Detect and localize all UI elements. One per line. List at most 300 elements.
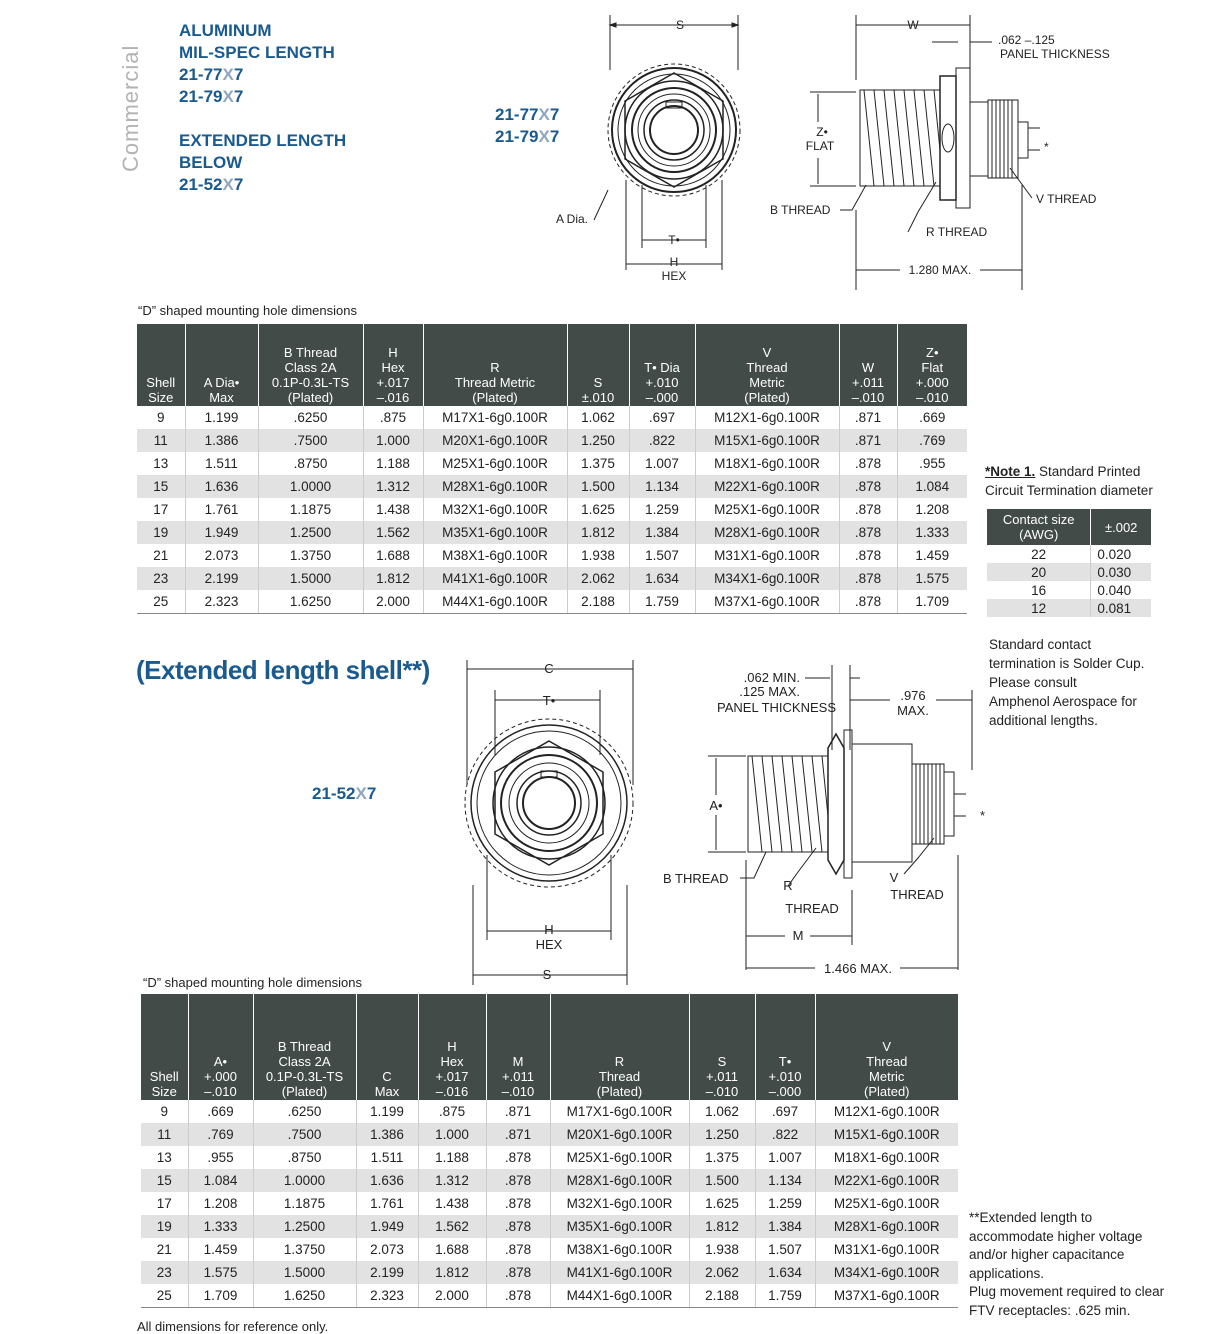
column-header-line: Class 2A (284, 360, 337, 375)
column-header-line: A Dia• (203, 375, 240, 390)
table-cell: M34X1-6g0.100R (695, 567, 839, 590)
drawing1-front-view (548, 10, 748, 290)
column-header-line: W (861, 360, 875, 375)
column-header (137, 324, 185, 406)
column-header-line: V (882, 1039, 892, 1054)
panel-thickness-value: .062 –.125 (998, 33, 1055, 47)
table-cell: 2.000 (363, 590, 423, 614)
table-cell: 25 (137, 590, 185, 614)
table-cell: .955 (188, 1146, 253, 1169)
table-cell: .7500 (258, 429, 363, 452)
column-header-line: +.011 (502, 1069, 534, 1084)
column-header (897, 324, 967, 406)
table-cell: 1.134 (629, 475, 695, 498)
table-cell: M18X1-6g0.100R (833, 1150, 940, 1165)
table-cell: .875 (363, 406, 423, 429)
table-cell: M25X1-6g0.100R (550, 1146, 689, 1169)
table-cell: .878 (486, 1215, 550, 1238)
column-header-line: V (762, 345, 772, 360)
table-cell: 23 (137, 567, 185, 590)
table-cell: 19 (141, 1215, 188, 1238)
extended-shell-title: (Extended length shell**) (136, 655, 430, 685)
dim-hex-label: HEX (661, 269, 687, 283)
contact-table-header (1091, 509, 1151, 545)
table-cell: 1.0000 (253, 1169, 356, 1192)
table-cell: .6250 (258, 406, 363, 429)
table-cell: .871 (839, 429, 897, 452)
product-header (179, 20, 346, 196)
table-cell: M31X1-6g0.100R (695, 544, 839, 567)
extended-length-note (969, 1209, 1164, 1320)
contact-table-row (987, 563, 1151, 581)
table-cell: 1.761 (185, 498, 258, 521)
table-cell: 1.259 (629, 498, 695, 521)
table-cell: M32X1-6g0.100R (550, 1192, 689, 1215)
table-cell: M18X1-6g0.100R (695, 452, 839, 475)
table-row (137, 452, 967, 475)
table-row (137, 544, 967, 567)
table-cell: 1.761 (356, 1192, 418, 1215)
panel-thickness-label: PANEL THICKNESS (1000, 47, 1110, 61)
table-row (137, 521, 967, 544)
table-cell: .697 (629, 406, 695, 429)
table-cell: 1.0000 (258, 475, 363, 498)
table-cell: .769 (188, 1123, 253, 1146)
dim-s-label: S (542, 967, 552, 982)
table-cell: .878 (486, 1284, 550, 1308)
column-header-line: –.010 (501, 1084, 535, 1099)
table-cell: .878 (486, 1238, 550, 1261)
table-cell: 1.812 (418, 1261, 486, 1284)
column-header-line: Thread (598, 1069, 641, 1084)
table-cell: .955 (919, 456, 946, 471)
table-cell: .878 (839, 544, 897, 567)
dim-a-dia-label: A Dia. (556, 212, 589, 226)
column-header-line: M (512, 1054, 524, 1069)
header-line-extended: EXTENDED LENGTH (179, 131, 347, 150)
drawing1-side-view (760, 10, 1140, 295)
table-cell: 1.511 (185, 452, 258, 475)
table-cell: M12X1-6g0.100R (695, 406, 839, 429)
table-cell: 1.208 (188, 1192, 253, 1215)
table-cell: 2.199 (185, 567, 258, 590)
note1-title: *Note 1. Standard Printed (985, 464, 1141, 479)
column-header-line: C (382, 1069, 392, 1084)
contact-termination-note (989, 635, 1144, 730)
column-header-line: Shell (146, 375, 176, 390)
column-header-line: –.010 (705, 1084, 739, 1099)
column-header-line: +.010 (645, 375, 679, 390)
table-cell: 1.188 (363, 452, 423, 475)
column-header-line: Hex (381, 360, 405, 375)
dim-s-label: S (675, 18, 685, 32)
column-header-line: –.016 (435, 1084, 469, 1099)
column-header-line: +.010 (768, 1069, 802, 1084)
table-cell: 1.6250 (253, 1284, 356, 1308)
drawing2-front-view (455, 655, 655, 985)
extended-note-line: applications. (969, 1265, 1045, 1281)
table-cell: 1.759 (629, 590, 695, 614)
table-row (137, 475, 967, 498)
header-line-below: BELOW (179, 153, 243, 172)
column-header-line: –.000 (645, 390, 679, 405)
table-cell: 1.6250 (258, 590, 363, 614)
column-header (188, 994, 253, 1100)
table-cell: .878 (486, 1146, 550, 1169)
column-header-line: Metric (749, 375, 785, 390)
table1-caption: “D” shaped mounting hole dimensions (138, 303, 357, 318)
table-cell: 17 (137, 498, 185, 521)
column-header-line: R (614, 1054, 625, 1069)
table-row (141, 1192, 958, 1215)
table-cell: 1.688 (363, 544, 423, 567)
table-cell: 2.073 (185, 544, 258, 567)
table-cell: 23 (141, 1261, 188, 1284)
table-cell: 1.5000 (253, 1261, 356, 1284)
table-cell: 1.084 (188, 1169, 253, 1192)
column-header (486, 994, 550, 1100)
table-cell: 15 (141, 1169, 188, 1192)
table-cell: 1.636 (185, 475, 258, 498)
column-header-line: Max (374, 1084, 400, 1099)
dim-976-max: MAX. (897, 703, 929, 718)
table-cell: M38X1-6g0.100R (423, 544, 567, 567)
panel-thickness-min: .062 MIN. (743, 670, 800, 685)
column-header (185, 324, 258, 406)
column-header-line: H (388, 345, 398, 360)
drawing1-part-2177x7: 21-77X7 (495, 105, 560, 124)
column-header-line: +.011 (852, 375, 884, 390)
table-cell: 1.575 (897, 567, 967, 590)
table-cell: 1.459 (915, 548, 950, 563)
table-cell: 1.1875 (258, 498, 363, 521)
table-cell: M17X1-6g0.100R (423, 406, 567, 429)
column-header-line: +.000 (915, 375, 949, 390)
table-cell: 1.575 (188, 1261, 253, 1284)
table-cell: 1.333 (188, 1215, 253, 1238)
contact-table-header-line: Contact size (1002, 512, 1075, 527)
dim-t-label: T• (542, 693, 556, 708)
table-cell: 15 (137, 475, 185, 498)
table-cell: 1.949 (356, 1215, 418, 1238)
table-cell: 1.000 (418, 1123, 486, 1146)
table-cell: .871 (486, 1100, 550, 1123)
table-cell: .878 (486, 1261, 550, 1284)
table-cell: 1.2500 (258, 521, 363, 544)
table-cell: M20X1-6g0.100R (550, 1123, 689, 1146)
contact-table-cell: 0.040 (1097, 582, 1132, 598)
table-cell: 2.062 (689, 1261, 755, 1284)
table-row (137, 590, 967, 614)
table-cell: M12X1-6g0.100R (833, 1104, 940, 1119)
table-cell: 2.188 (567, 590, 629, 614)
dim-w-label: W (907, 18, 919, 32)
v-thread-label: V THREAD (1036, 192, 1097, 206)
column-header (363, 324, 423, 406)
drawing1-part-2179x7: 21-79X7 (495, 127, 560, 146)
table-cell: M28X1-6g0.100R (550, 1169, 689, 1192)
table-row (141, 1284, 958, 1308)
table-cell: 1.199 (185, 406, 258, 429)
table-cell: M38X1-6g0.100R (550, 1238, 689, 1261)
extended-note-line: accommodate higher voltage (969, 1228, 1143, 1244)
dim-m-label: M (792, 928, 804, 943)
table-row (137, 406, 967, 429)
table-cell: 2.188 (689, 1284, 755, 1308)
table-cell: 1.084 (897, 475, 967, 498)
table-row (141, 1261, 958, 1284)
table-cell: 1.459 (188, 1238, 253, 1261)
table-cell: .822 (755, 1123, 815, 1146)
table-cell: 1.709 (188, 1284, 253, 1308)
dim-overall-max-label: 1.466 MAX. (824, 961, 892, 976)
contact-table-row (987, 545, 1151, 563)
b-thread-label: B THREAD (770, 203, 831, 217)
column-header-line: T• Dia (644, 360, 680, 375)
table-cell: 2.073 (356, 1238, 418, 1261)
column-header-line: H (447, 1039, 457, 1054)
table-cell: 1.3750 (253, 1238, 356, 1261)
table-cell: 1.438 (363, 498, 423, 521)
table-cell: 1.250 (567, 429, 629, 452)
table-cell: 1.375 (689, 1146, 755, 1169)
table-cell: M15X1-6g0.100R (815, 1123, 958, 1146)
table-cell: M41X1-6g0.100R (423, 567, 567, 590)
column-header-line: B Thread (277, 1039, 332, 1054)
table-cell: 2.323 (356, 1284, 418, 1308)
note-asterisk: * (1044, 140, 1049, 154)
table-cell: M28X1-6g0.100R (815, 1215, 958, 1238)
table-cell: M17X1-6g0.100R (550, 1100, 689, 1123)
contact-table-cell: 12 (987, 599, 1091, 617)
table-cell: .871 (839, 406, 897, 429)
column-header-line: Z• (926, 345, 939, 360)
column-header (253, 994, 356, 1100)
table-row (137, 429, 967, 452)
b-thread-label: B THREAD (663, 871, 729, 886)
table-cell: .8750 (253, 1146, 356, 1169)
panel-thickness-max: .125 MAX. (739, 684, 800, 699)
column-header-line: Flat (921, 360, 944, 375)
table-cell: 1.1875 (253, 1192, 356, 1215)
header-line-aluminum: ALUMINUM (179, 21, 272, 40)
table-cell: .769 (897, 429, 967, 452)
column-header-line: 0.1P-0.3L-TS (265, 1069, 344, 1084)
column-header (755, 994, 815, 1100)
column-header (839, 324, 897, 406)
table-cell: 1.562 (418, 1215, 486, 1238)
table-cell: M34X1-6g0.100R (815, 1261, 958, 1284)
contact-table-cell: 20 (987, 563, 1091, 581)
column-header-line: Size (151, 1084, 177, 1099)
dim-976-value: .976 (900, 688, 926, 703)
table-cell: M25X1-6g0.100R (695, 498, 839, 521)
table-cell: .7500 (253, 1123, 356, 1146)
table-cell: .875 (418, 1100, 486, 1123)
note1-subtitle: Circuit Termination diameter (985, 483, 1153, 498)
panel-thickness-label: PANEL THICKNESS (717, 700, 836, 715)
table-cell: 1.259 (755, 1192, 815, 1215)
column-header-line: +.011 (706, 1069, 738, 1084)
contact-table-cell: 0.081 (1091, 599, 1151, 617)
contact-table-header (987, 509, 1091, 545)
dim-z-label: Z• (816, 125, 828, 139)
column-header (550, 994, 689, 1100)
column-header-line: S (717, 1054, 727, 1069)
header-part-2179x7: 21-79X7 (179, 87, 244, 106)
table-cell: .871 (486, 1123, 550, 1146)
table-cell: M28X1-6g0.100R (423, 475, 567, 498)
table-cell: .878 (839, 452, 897, 475)
table-cell: 1.500 (689, 1169, 755, 1192)
table-cell: 2.000 (418, 1284, 486, 1308)
table-cell: M25X1-6g0.100R (833, 1196, 940, 1211)
table-cell: 1.812 (567, 521, 629, 544)
column-header-line: A• (213, 1054, 228, 1069)
table-cell: 1.938 (689, 1238, 755, 1261)
table-cell: .878 (839, 498, 897, 521)
table-cell: M20X1-6g0.100R (423, 429, 567, 452)
v-thread-letter: V (889, 870, 899, 885)
table-cell: M44X1-6g0.100R (550, 1284, 689, 1308)
column-header-line: (Plated) (596, 1084, 643, 1099)
header-part-2152x7: 21-52X7 (179, 175, 244, 194)
table-cell: 21 (141, 1238, 188, 1261)
table-cell: 1.949 (185, 521, 258, 544)
table-cell: M37X1-6g0.100R (815, 1284, 958, 1308)
table-cell: 21 (137, 544, 185, 567)
column-header (695, 324, 839, 406)
column-header-line: –.010 (204, 1084, 237, 1099)
table-cell: 1.386 (356, 1123, 418, 1146)
table-cell: M32X1-6g0.100R (423, 498, 567, 521)
table-cell: M25X1-6g0.100R (423, 452, 567, 475)
column-header-line: Hex (440, 1054, 464, 1069)
table-cell: 19 (137, 521, 185, 544)
table-cell: 9 (141, 1100, 188, 1123)
table-cell: M44X1-6g0.100R (423, 590, 567, 614)
contact-note-line: termination is Solder Cup. (989, 656, 1145, 671)
table-cell: 13 (141, 1146, 188, 1169)
table-cell: .878 (486, 1192, 550, 1215)
column-header (689, 994, 755, 1100)
column-header-line: Thread (746, 360, 788, 375)
table-cell: 2.062 (567, 567, 629, 590)
table-cell: 2.323 (185, 590, 258, 614)
contact-table-cell: 0.020 (1097, 546, 1132, 562)
table-cell: 1.333 (897, 521, 967, 544)
note-asterisk: * (980, 808, 986, 823)
extended-note-line: Plug movement required to clear (969, 1284, 1165, 1299)
column-header-line: B Thread (283, 345, 338, 360)
column-header-line: ±.010 (581, 390, 615, 405)
column-header (356, 994, 418, 1100)
column-header-line: –.016 (376, 390, 410, 405)
table-cell: 1.007 (755, 1146, 815, 1169)
column-header (423, 324, 567, 406)
column-header-line: (Plated) (472, 390, 518, 405)
table-cell: M22X1-6g0.100R (695, 475, 839, 498)
table-cell: 1.634 (629, 567, 695, 590)
dim-h-label: H (669, 255, 679, 269)
table-cell: 25 (141, 1284, 188, 1308)
table-cell: 1.312 (363, 475, 423, 498)
column-header (629, 324, 695, 406)
column-header-line: Thread (866, 1054, 908, 1069)
table-cell: 1.000 (363, 429, 423, 452)
column-header-line: S (593, 375, 603, 390)
table-cell: 11 (141, 1123, 188, 1146)
column-header-line: R (490, 360, 500, 375)
table-cell: 1.688 (418, 1238, 486, 1261)
contact-note-line: Standard contact (989, 637, 1092, 652)
contact-note-line: additional lengths. (989, 713, 1098, 728)
table-cell: 1.188 (418, 1146, 486, 1169)
contact-table-row (987, 581, 1151, 599)
table-cell: 1.625 (689, 1192, 755, 1215)
table-cell: 1.507 (629, 544, 695, 567)
table-cell: 11 (137, 429, 185, 452)
table-cell: 1.709 (897, 590, 967, 614)
table-cell: M31X1-6g0.100R (833, 1242, 940, 1257)
table-row (137, 498, 967, 521)
column-header (141, 994, 188, 1100)
table-cell: 1.312 (418, 1169, 486, 1192)
contact-table-row (987, 599, 1151, 617)
table-cell: 1.938 (567, 544, 629, 567)
table-cell: 1.812 (689, 1215, 755, 1238)
column-header (258, 324, 363, 406)
drawing2-part-2152x7: 21-52X7 (312, 784, 377, 803)
contact-table-cell: 0.030 (1091, 563, 1151, 581)
table-cell: .878 (839, 590, 897, 614)
table-cell: 1.500 (567, 475, 629, 498)
table-cell: M41X1-6g0.100R (550, 1261, 689, 1284)
table-cell: 1.134 (755, 1169, 815, 1192)
column-header-line: (Plated) (287, 390, 334, 405)
column-header-line: (Plated) (744, 390, 790, 405)
dim-flat-label: FLAT (805, 139, 835, 153)
table-cell: 1.438 (418, 1192, 486, 1215)
table-cell: 1.812 (363, 567, 423, 590)
column-header (567, 324, 629, 406)
table-cell: M22X1-6g0.100R (815, 1169, 958, 1192)
v-thread-label: THREAD (890, 887, 944, 902)
table-cell: 13 (137, 452, 185, 475)
column-header-line: –.010 (915, 390, 949, 405)
table-cell: .878 (839, 475, 897, 498)
table2-caption: “D” shaped mounting hole dimensions (143, 975, 362, 990)
dimension-table-standard (137, 324, 967, 614)
table-row (141, 1215, 958, 1238)
table-cell: .669 (919, 410, 946, 425)
r-thread-label: THREAD (785, 901, 839, 916)
table-cell: 1.562 (363, 521, 423, 544)
drawing2-side-view (660, 660, 990, 980)
table-cell: 9 (137, 406, 185, 429)
contact-note-line: Amphenol Aerospace for (989, 694, 1137, 709)
r-thread-label: R THREAD (926, 225, 988, 239)
note1 (985, 462, 1153, 500)
table-cell: 1.250 (689, 1123, 755, 1146)
table-cell: .878 (839, 521, 897, 544)
table-cell: 1.384 (629, 521, 695, 544)
dim-c-label: C (544, 661, 554, 676)
dimension-table-extended (141, 994, 958, 1308)
footer-note: All dimensions for reference only. (137, 1319, 329, 1334)
column-header-line: Class 2A (278, 1054, 331, 1069)
table-cell: 1.062 (689, 1100, 755, 1123)
